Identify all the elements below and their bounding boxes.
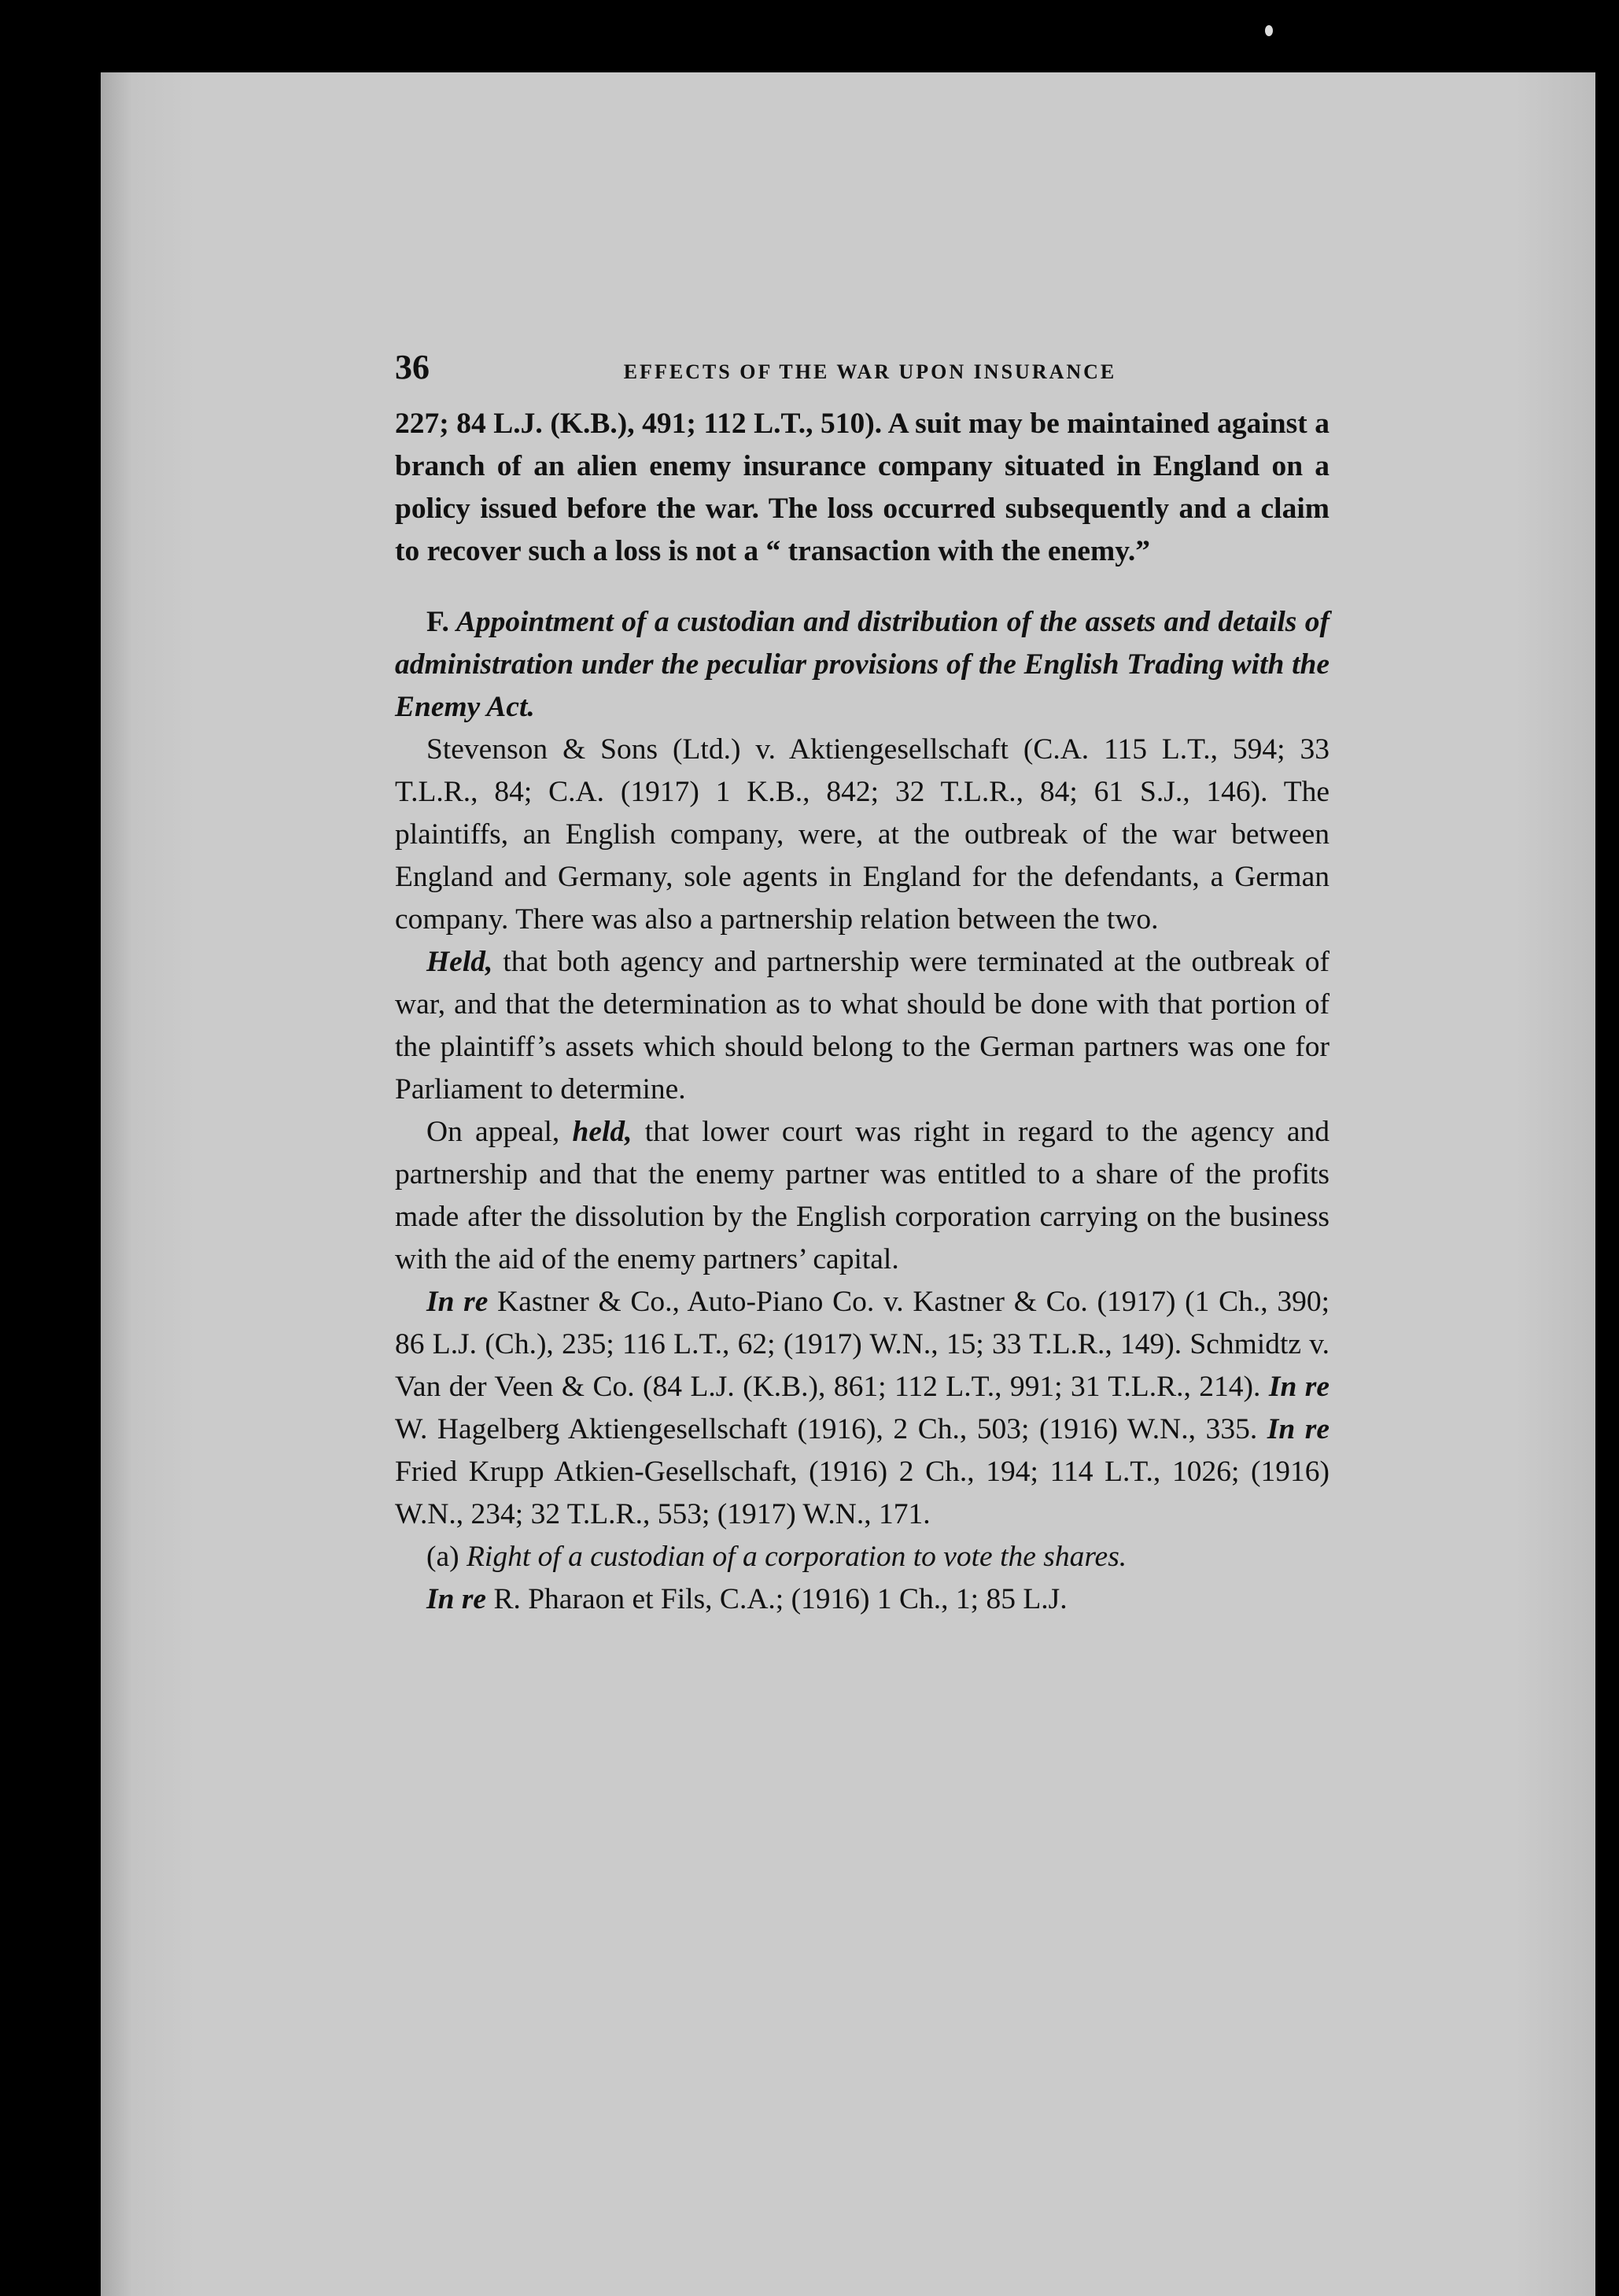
page-text (395, 346, 1329, 1621)
appeal-text: that lower court was right in regard to the agency and partnership and that the enemy partner was entitled to a share of the profits made after the dissolution by the English corporation carrying on the business with the aid of the enemy partners’ capital. (395, 1116, 1329, 1275)
citation-part-1: Kastner & Co., Auto-Piano Co. v. Kastner & Co. (1917) (1 Ch., 390; 86 L.J. (Ch.), 235; 116 L.T., 62; (1917) W.N., 15; 33 T.L.R., 149). Schmidtz v. Van der Veen & Co. (84 L.J. (K.B.), 861; 112 L.T., 991; 31 T.L.R., 214). (395, 1286, 1329, 1403)
page-number: 36 (395, 348, 430, 386)
ink-speck (1265, 25, 1273, 36)
in-re-3: In re (1267, 1413, 1330, 1445)
section-letter: F. (426, 606, 449, 638)
subheading-a (395, 1536, 1329, 1578)
in-re-4: In re (426, 1583, 487, 1615)
running-head: EFFECTS OF THE WAR UPON INSURANCE (623, 360, 1117, 383)
citation-part-2: W. Hagelberg Aktiengesellschaft (1916), 2 Ch., 503; (1916) W.N., 335. (395, 1413, 1267, 1445)
sub-a-title: Right of a custodian of a corporation to vote the shares. (467, 1541, 1127, 1573)
citation-part-3: Fried Krupp Atkien-Gesellschaft, (1916) 2 Ch., 194; 114 L.T., 1026; (1916) W.N., 234; 32 T.L.R., 553; (1917) W.N., 171. (395, 1456, 1329, 1530)
paragraph-pharaon (395, 1578, 1329, 1621)
paragraph-stevenson: Stevenson & Sons (Ltd.) v. Aktiengesellschaft (C.A. 115 L.T., 594; 33 T.L.R., 84; C.A. (1917) 1 K.B., 842; 32 T.L.R., 84; 61 S.J., 146). The plaintiffs, an English company, were, at the outbreak of the war between England and Germany, sole agents in England for the defendants, a German company. There was also a partnership relation between the two. (395, 733, 1329, 936)
in-re-1: In re (426, 1286, 489, 1318)
sub-a-label: (a) (426, 1541, 467, 1573)
in-re-2: In re (1268, 1371, 1329, 1403)
held-text: that both agency and partnership were terminated at the outbreak of war, and that the determination as to what should be done with that portion of the plaintiff’s assets which should belong to the German partners was one for Parliament to determine. (395, 946, 1329, 1106)
paragraph-held (395, 941, 1329, 1111)
paragraph-citations (395, 1281, 1329, 1536)
paragraph-continued: 227; 84 L.J. (K.B.), 491; 112 L.T., 510). A suit may be maintained against a branch of an alien enemy insurance company situated in England on a policy issued before the war. The loss occurred subsequently and a claim to recover such a loss is not a “ transaction with the enemy.” (395, 408, 1329, 567)
page-header (395, 346, 1329, 393)
section-heading-f (395, 601, 1329, 729)
held-emphasis: Held, (426, 946, 493, 978)
appeal-pre: On appeal, (426, 1116, 573, 1148)
section-title: Appointment of a custodian and distribution of the assets and details of administration under the peculiar provisions of the English Trading with the Enemy Act. (395, 606, 1329, 723)
appeal-held-emphasis: held, (572, 1116, 632, 1148)
pharaon-text: R. Pharaon et Fils, C.A.; (1916) 1 Ch., 1; 85 L.J. (486, 1583, 1068, 1615)
paragraph-appeal (395, 1111, 1329, 1281)
